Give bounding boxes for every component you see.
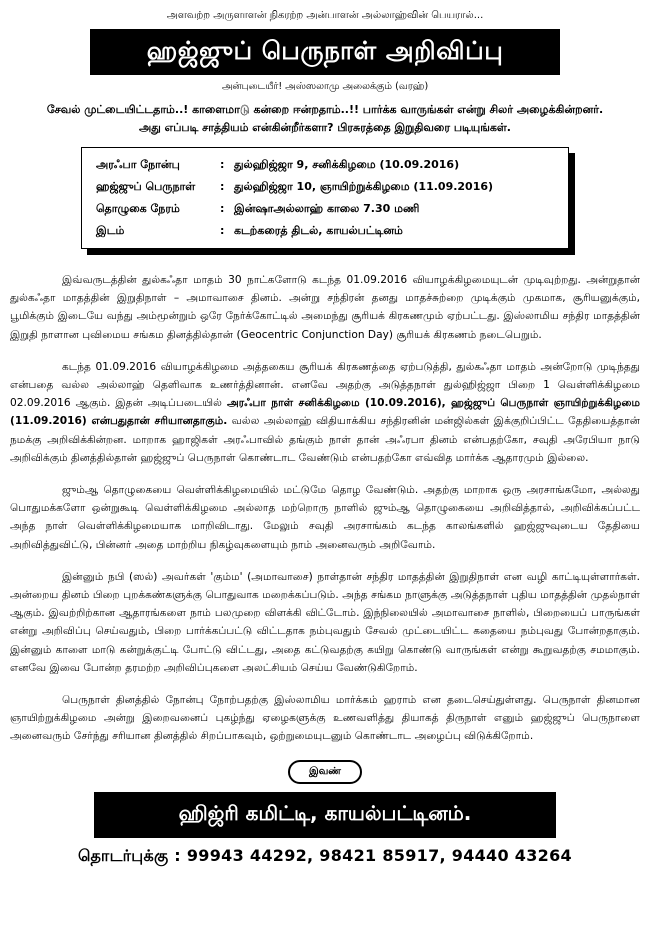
info-value: கடற்கரைத் திடல், காயல்பட்டினம் [234,224,403,237]
paragraph-2-text-a: கடந்த 01.09.2016 வியாழக்கிழமை அத்தகைய சூரியக் கிரகணத்தை ஏற்படுத்தி, துல்கஃதா மாதம் அன்றோடு முடிந்தது என்பதை வல்ல அல்லாஹ் தெளிவாக உணர்த்தினான். எனவே அதற்கு அடுத்தநாள் துல்ஹிஜ்ஜா பிறை 1 வெள்ளிக்கிழமை 02.09.2016 ஆகும். இதன் அடிப்படையில் [10,360,640,410]
committee-name: ஹிஜ்ரி கமிட்டி, காயல்பட்டினம். [178,801,472,826]
greeting-text: அன்புடையீர்! அஸ்ஸலாமு அலைக்கும் (வரஹ்) [221,81,429,92]
ivan-badge [288,760,362,784]
info-colon: : [220,224,225,237]
paragraph-5-text: பெருநாள் தினத்தில் நோன்பு நோற்பதற்கு இஸ்லாமிய மார்க்கம் ஹராம் என தடைசெய்துள்ளது. பெருநாள் தினமான ஞாயிற்றுக்கிழமை அன்று இறைவனைப் புகழ்ந்து ஏழைகளுக்கு உணவளித்து தியாகத் திருநாள் எனும் ஹஜ்ஜுப் பெருநாளை அனைவரும் சேர்ந்து சரியான தினத்தில் சிறப்பாகவும், ஒற்றுமையுடனும் கொண்டாட அழைப்பு விடுக்கிறோம். [10,694,640,743]
title-banner [90,29,560,75]
event-info-box [81,147,569,249]
committee-banner [94,792,556,838]
info-colon: : [220,202,225,215]
page-title: ஹஜ்ஜுப் பெருநாள் அறிவிப்பு [146,35,504,65]
headline-line-1: சேவல் முட்டையிட்டதாம்..! காளைமாடு கன்றை ஈன்றதாம்..!! பார்க்க வாருங்கள் என்று சிலர் அழைக்கின்றனர். [46,103,604,116]
paragraph-1 [10,271,640,344]
info-label: அரஃபா நோன்பு [96,158,180,171]
info-row-prayer-time [82,198,568,220]
paragraph-1-tail: (Geocentric Conjunction Day) சூரியக் கிரகணம் நடைபெறும். [236,328,542,341]
paragraph-5 [10,691,640,746]
contact-line: தொடர்புக்கு : 99943 44292, 98421 85917, 94440 43264 [78,845,572,865]
paragraph-4-text: இன்னும் நபி (ஸல்) அவர்கள் 'கும்ம' (அமாவாசை) நாள்தான் சந்திர மாதத்தின் இறுதிநாள் என வழி காட்டியுள்ளார்கள். அன்றைய தினம் பிறை புறக்கண்களுக்கு பொதுவாக மறைக்கப்படும். அந்த சங்கம நாளுக்கு அடுத்தநாள் புதிய மாதத்தின் முதல்நாள் ஆகும். இவற்றிற்கான ஆதாரங்களை நாம் பலமுறை விளக்கி விட்டோம். இந்நிலையில் அமாவாசை நாளில், பிறையைப் பாருங்கள் என்று அறிவிப்பு செய்வதும், பிறை பார்க்கப்பட்டு விட்டதாக நம்புவதும் சேவல் முட்டையிட்ட கதையை நம்புவது போன்றதாகும். இன்னும் காளை மாடு கன்றுக்குட்டி போட்டு விட்டது, அதை கட்டுவதற்கு கயிறு கொண்டு வாருங்கள் என்று கூறுவதற்கு சமமாகும். எனவே இவை போன்ற தரமற்ற அறிவிப்புகளை அலட்சியம் செய்ய வேண்டுகிறோம். [10,570,640,674]
paragraph-4 [10,568,640,677]
info-value: துல்ஹிஜ்ஜா 10, ஞாயிற்றுக்கிழமை (11.09.2016) [234,180,494,193]
info-label: ஹஜ்ஜுப் பெருநாள் [96,180,196,193]
info-label: தொழுகை நேரம் [96,202,180,215]
info-row-arafa [82,154,568,176]
headline-line-2: அது எப்படி சாத்தியம் என்கின்றீர்களா? பிரசுரத்தை இறுதிவரை படியுங்கள். [139,121,511,134]
paragraph-3 [10,481,640,554]
info-row-eid [82,176,568,198]
headline [8,101,642,137]
info-label: இடம் [96,224,125,237]
paragraph-2-text-b: வல்ல அல்லாஹ் விதியாக்கிய சந்திரனின் மன்ஜில்கள் இக்குறிப்பிட்ட தேதியைத்தான் நமக்கு அறிவிக்கின்றன. மாறாக ஹாஜிகள் அரஃபாவில் தங்கும் நாள் தான் அஃரபா தினம் என்பதற்கோ, சவுதி அரேபியா நாடு அறிவிக்கும் தினத்தில்தான் ஹஜ்ஜுப் பெருநாள் கொண்டாட வேண்டும் என்பதற்கோ எவ்வித மார்க்க ஆதாரமும் இல்லை. [10,415,640,464]
paragraph-2 [10,358,640,467]
info-colon: : [220,158,225,171]
bismillah-text: அளவற்ற அருளாளன் நிகரற்ற அன்பாளன் அல்லாஹ்வின் பெயரால்... [166,10,484,21]
info-value: இன்ஷாஅல்லாஹ் காலை 7.30 மணி [234,202,420,215]
info-row-venue [82,220,568,242]
info-value: துல்ஹிஜ்ஜா 9, சனிக்கிழமை (10.09.2016) [234,158,460,171]
info-colon: : [220,180,225,193]
paragraph-2-bold: அரஃபா நாள் சனிக்கிழமை (10.09.2016), ஹஜ்ஜுப் பெருநாள் ஞாயிற்றுக்கிழமை (11.09.2016) என்பதுதான் சரியானதாகும். [10,397,640,428]
paragraph-3-text: ஜும்ஆ தொழுகையை வெள்ளிக்கிழமையில் மட்டுமே தொழ வேண்டும். அதற்கு மாறாக ஒரு அரசாங்கமோ, அல்லது பொதுமக்களோ ஒன்றுகூடி வெள்ளிக்கிழமை அல்லாத மற்றொரு நாளில் ஜும்ஆ தொழுகையை அறிவித்தால், அறிவிக்கப்பட்ட அந்த நாள் வெள்ளிக்கிழமையாக மாறிவிடாது. மேலும் சவுதி அரசாங்கம் கடந்த காலங்களில் ஹஜ்ஜுவுடைய தேதியை அறிவித்துவிட்டு, பின்னர் அதை மாற்றிய நிகழ்வுகளையும் நாம் அனைவரும் அறிவோம். [10,484,640,551]
paragraph-1-text: இவ்வருடத்தின் துல்கஃதா மாதம் 30 நாட்களோடு கடந்த 01.09.2016 வியாழக்கிழமையுடன் முடிவுற்றது. அன்றுதான் துல்கஃதா மாதத்தின் இறுதிநாள் – அமாவாசை தினம். அன்று சந்திரன் தனது மாதச்சுற்றை முடிக்கும் முகமாக, சூரியனுக்கும், பூமிக்கும் இடையே வந்து அம்மூன்றும் ஒரே நேர்க்கோட்டில் அமைந்து சூரியக் கிரகணமும் ஏற்பட்டது. இஸ்லாமிய சந்திர மாதத்தின் இறுதி நாளான புவிமைய சங்கம தினத்தில்தான் [10,274,640,341]
ivan-text: இவண் [308,765,342,777]
